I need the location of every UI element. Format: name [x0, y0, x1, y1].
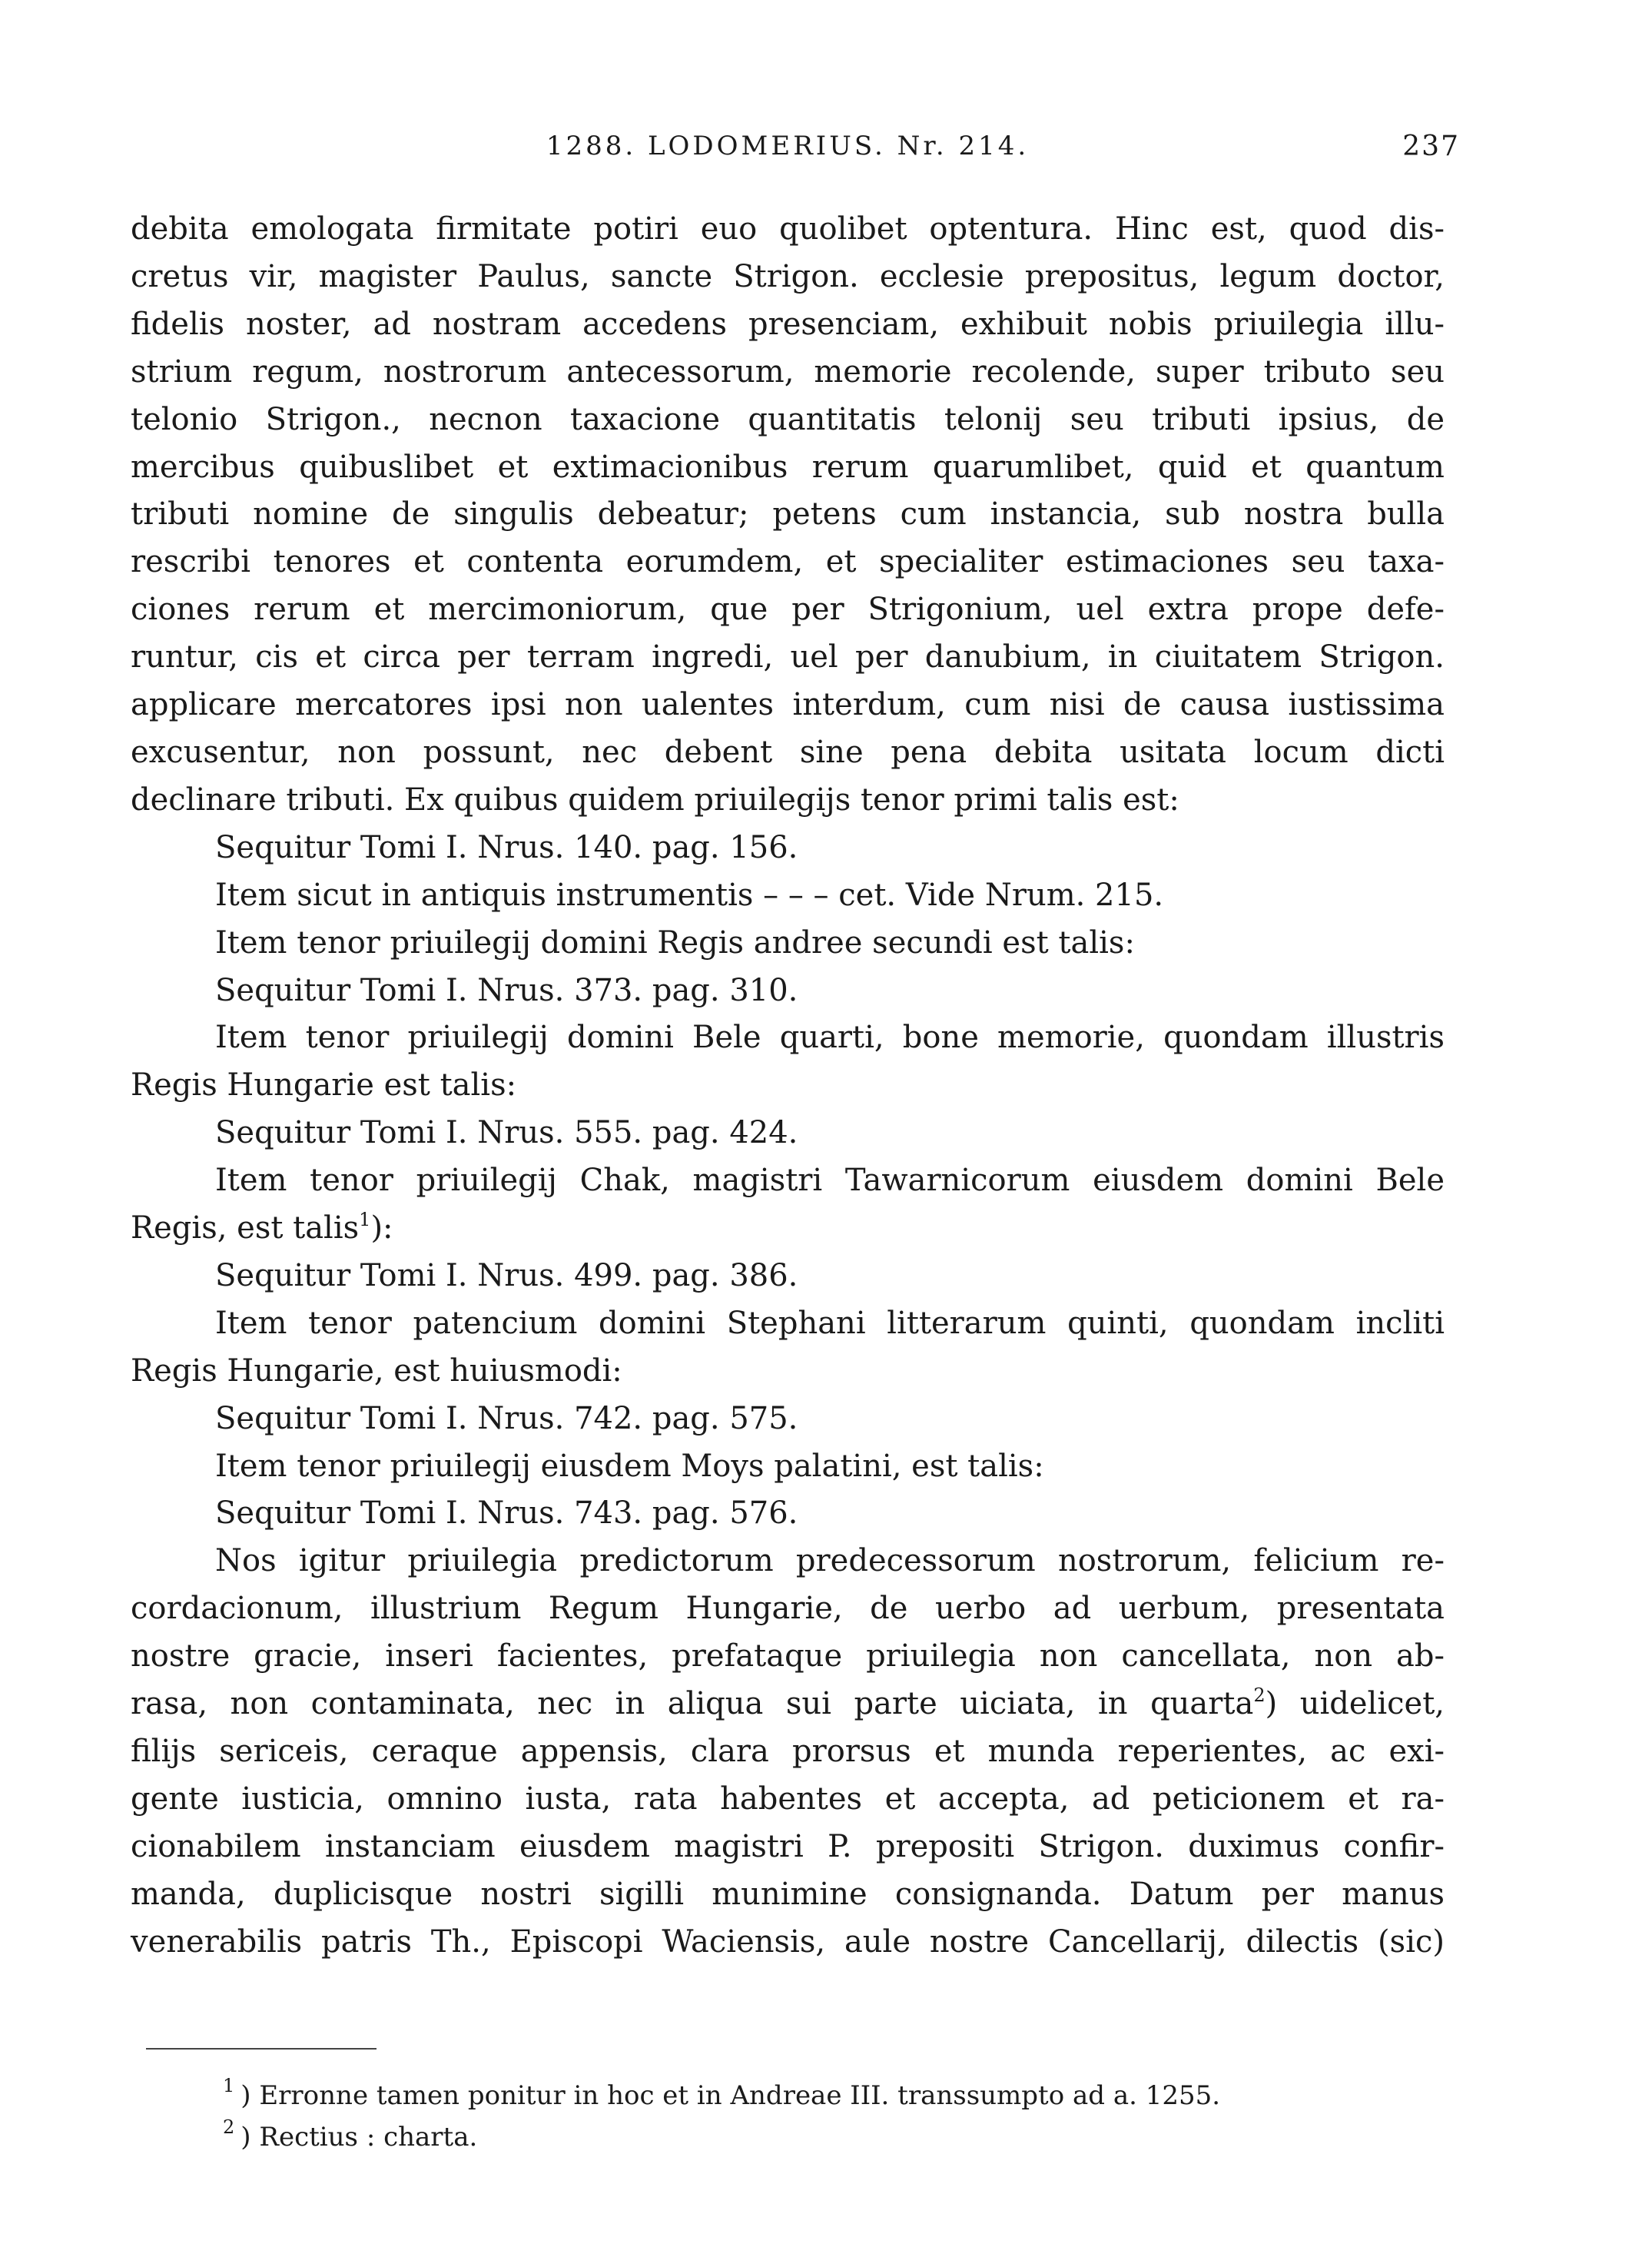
- footnote-mark: 1: [223, 2075, 235, 2096]
- footnote-ref: 2: [1253, 1684, 1266, 1707]
- paragraph-line: runtur, cis et circa per terram ingredi, uel per danubium, in ciuitatem Strigon.: [131, 639, 1445, 675]
- footnote-mark: 2: [223, 2116, 235, 2138]
- running-title: 1288. LODOMERIUS. Nr. 214.: [546, 131, 1030, 161]
- closing-line: cionabilem instanciam eiusdem magistri P. prepositi Strigon. duximus confir-: [131, 1828, 1445, 1864]
- body-text: [131, 206, 1445, 1967]
- item-line: Item tenor patencium domini Stephani litterarum quinti, quondam incliti: [215, 1305, 1445, 1341]
- page-number: 237: [1402, 131, 1460, 162]
- reference-line: Sequitur Tomi I. Nrus. 742. pag. 575.: [215, 1400, 798, 1436]
- closing-line: cordacionum, illustrium Regum Hungarie, de uerbo ad uerbum, presentata: [131, 1591, 1445, 1627]
- paragraph-line: cretus vir, magister Paulus, sancte Strigon. ecclesie prepositus, legum doctor,: [131, 258, 1445, 294]
- paragraph-line: ciones rerum et mercimoniorum, que per Strigonium, uel extra prope defe-: [131, 592, 1445, 628]
- closing-line: [131, 1681, 1445, 1728]
- footnote: $^1$ ) Erronne tamen ponitur in hoc et in Andreae III. transsumpto ad a. 1255.: [223, 2075, 1221, 2111]
- footnote-text: Rectius : charta.: [259, 2122, 478, 2152]
- reference-line: Sequitur Tomi I. Nrus. 140. pag. 156.: [215, 829, 798, 865]
- reference-line: Sequitur Tomi I. Nrus. 373. pag. 310.: [215, 972, 798, 1008]
- opening-paragraph: [131, 206, 1445, 825]
- paragraph-line: applicare mercatores ipsi non ualentes interdum, cum nisi de causa iustissima: [131, 687, 1445, 723]
- item-text: ):: [370, 1210, 393, 1246]
- paragraph-line: debita emologata firmitate potiri euo quolibet optentura. Hinc est, quod dis-: [131, 211, 1445, 247]
- closing-text: ) uidelicet,: [1265, 1686, 1445, 1722]
- paragraph-line: rescribi tenores et contenta eorumdem, et specialiter estimaciones seu taxa-: [131, 544, 1445, 580]
- footnote-rule: [146, 2048, 377, 2050]
- paragraph-line: strium regum, nostrorum antecessorum, memorie recolende, super tributo seu: [131, 353, 1445, 390]
- item-line: Item tenor priuilegij domini Bele quarti, bone memorie, quondam illustris: [215, 1020, 1445, 1056]
- footnote-ref: 1: [359, 1209, 371, 1231]
- paragraph-line: excusentur, non possunt, nec debent sine pena debita usitata locum dicti: [131, 734, 1445, 770]
- reference-line: Sequitur Tomi I. Nrus. 555. pag. 424.: [215, 1115, 798, 1151]
- running-head: [131, 123, 1460, 169]
- closing-line: manda, duplicisque nostri sigilli munimine consignanda. Datum per manus: [131, 1876, 1445, 1912]
- footnote-text: Erronne tamen ponitur in hoc et in Andreae III. transsumpto ad a. 1255.: [259, 2080, 1221, 2111]
- closing-line: filijs sericeis, ceraque appensis, clara prorsus et munda reperientes, ac exi-: [131, 1734, 1445, 1769]
- paragraph-line: tributi nomine de singulis debeatur; petens cum instancia, sub nostra bulla: [131, 496, 1445, 533]
- item-line: [131, 1205, 1445, 1253]
- item-line: Item tenor priuilegij Chak, magistri Tawarnicorum eiusdem domini Bele: [215, 1163, 1445, 1199]
- reference-line: Sequitur Tomi I. Nrus. 743. pag. 576.: [215, 1495, 798, 1532]
- closing-line: venerabilis patris Th., Episcopi Waciensis, aule nostre Cancellarij, dilectis (sic): [131, 1923, 1445, 1960]
- item-line: Item tenor priuilegij domini Regis andree secundi est talis:: [215, 924, 1135, 961]
- item-line: Item sicut in antiquis instrumentis – – – cet. Vide Nrum. 215.: [215, 877, 1164, 913]
- footnote: $^2$ ) Rectius : charta.: [223, 2116, 478, 2152]
- item-line: Regis Hungarie, est huiusmodi:: [131, 1353, 622, 1389]
- item-text: Regis, est talis: [131, 1210, 360, 1246]
- paragraph-line: fidelis noster, ad nostram accedens presenciam, exhibuit nobis priuilegia illu-: [131, 306, 1445, 342]
- paragraph-line: declinare tributi. Ex quibus quidem priuilegijs tenor primi talis est:: [131, 782, 1179, 818]
- item-line: Regis Hungarie est talis:: [131, 1067, 517, 1104]
- closing-line: gente iusticia, omnino iusta, rata habentes et accepta, ad peticionem et ra-: [131, 1781, 1445, 1817]
- item-line: Item tenor priuilegij eiusdem Moys palatini, est talis:: [215, 1448, 1044, 1484]
- paragraph-line: telonio Strigon., necnon taxacione quantitatis telonij seu tributi ipsius, de: [131, 401, 1445, 437]
- closing-line: nostre gracie, inseri facientes, prefataque priuilegia non cancellata, non ab-: [131, 1638, 1445, 1675]
- paragraph-line: mercibus quibuslibet et extimacionibus rerum quarumlibet, quid et quantum: [131, 449, 1445, 485]
- reference-line: Sequitur Tomi I. Nrus. 499. pag. 386.: [215, 1257, 798, 1293]
- footnotes: [223, 2075, 1452, 2158]
- closing-text: rasa, non contaminata, nec in aliqua sui parte uiciata, in quarta: [131, 1686, 1254, 1722]
- closing-line: Nos igitur priuilegia predictorum predecessorum nostrorum, felicium re-: [215, 1543, 1445, 1579]
